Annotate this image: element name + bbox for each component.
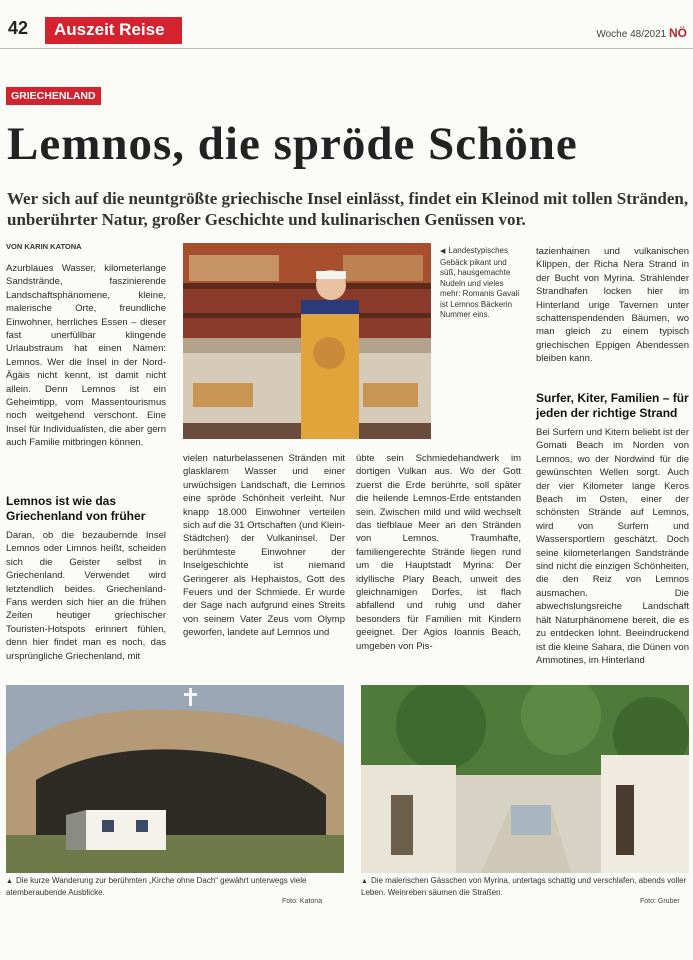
cave-credit: Foto: Katona bbox=[282, 898, 323, 905]
column-4-text: tazienhainen und vulkanischen Klippen, der Richa Nera Strand in der Bucht von Myrina. Strahlender Strandhafen locken hier im Hinterland urige Tavernen unter schattenspendenden Bäumen, wo man gleich zu einem typisch griechischen Eppigen Abendessen bleiben kann. bbox=[536, 246, 689, 365]
street-caption bbox=[361, 876, 689, 898]
header-rule bbox=[0, 48, 693, 49]
section-tag: Auszeit Reise bbox=[45, 17, 182, 44]
bakery-caption bbox=[440, 246, 523, 321]
cave-caption bbox=[6, 876, 344, 898]
column-4-text-2: Bei Surfern und Kitern beliebt ist der Gomati Beach im Norden von Lemnos, wo der Nordwind für die gewünschten Wellen sorgt. Auch der vier Kilometer lange Keros Beach im Osten, einer der schönsten Strände auf Lemnos, wird von Surfern und Wassersportlern geschätzt. Doch seine kilometerlangen Sandstrände sind nicht die einzigen Schönheiten, die den Reiz von Lemnos ausmachen. Die abwechslungsreiche Landschaft hält Naturphänomene bereit, die es zu entdecken lohnt. Beeindruckend ist die kleine Sahara, die Dünen von Ammotines, im Hinterland bbox=[536, 427, 689, 666]
article-lead: Wer sich auf die neuntgrößte griechische Insel einlässt, findet ein Kleinod mit tollen Stränden, unberührter Natur, großer Geschichte und kulinarischen Genüssen vor. bbox=[7, 189, 689, 229]
page-number: 42 bbox=[8, 18, 29, 38]
street-photo bbox=[361, 685, 689, 873]
cave-caption-text: Die kurze Wanderung zur berühmten „Kirche ohne Dach“ gewährt unterwegs viele atemberaubende Ausblicke. bbox=[6, 876, 307, 897]
bakery-image bbox=[183, 243, 431, 439]
street-image bbox=[361, 685, 689, 873]
caption-arrow-icon: ◀ bbox=[440, 248, 446, 255]
byline: VON KARIN KATONA bbox=[6, 242, 82, 251]
bakery-photo bbox=[183, 243, 431, 439]
brand-mark: NÖ bbox=[669, 26, 687, 40]
column-4 bbox=[536, 245, 689, 680]
cave-image bbox=[6, 685, 344, 873]
street-credit: Foto: Gruber bbox=[640, 898, 680, 905]
caption-arrow-icon: ▲ bbox=[361, 878, 368, 885]
cave-photo bbox=[6, 685, 344, 873]
issue-info bbox=[596, 26, 687, 40]
column-3-text: übte sein Schmiedehandwerk im dortigen Vulkan aus. Wo der Gott zuerst die Erde berührte, soll später die heilende Lemnos-Erde entstanden sein. Zwischen mild und wild wechselt das tiefblaue Meer an den Stränden von Lemnos. Traumhafte, familiengerechte Strände liegen rund um die Hauptstadt Myrina: Der idyllische Plary Beach, unweit des gleichnamigen Dorfes, ist flach abfallend und ruhig und daher besonders für Familien mit Kindern geeignet. Der Agios Ioannis Beach, umgeben von Pis- bbox=[356, 453, 521, 652]
kicker-label: GRIECHENLAND bbox=[6, 87, 101, 105]
article-title: Lemnos, die spröde Schöne bbox=[7, 118, 578, 170]
week-label: Woche 48/2021 bbox=[596, 29, 667, 40]
column-1 bbox=[6, 262, 166, 689]
subheading-2: Surfer, Kiter, Familien – für jeden der richtige Strand bbox=[536, 391, 689, 420]
column-2-text: vielen naturbelassenen Stränden mit glasklarem Wasser und einer urwüchsigen Landschaft, die Lemnos eine spröde Schönheit verleiht. Nur knapp 18.000 Einwohner verteilen sich auf die 31 Ortschaften (und Klein-Städtchen) der Vulkaninsel. Der berühmteste Einwohner der Inselgeschichte ist niemand Geringerer als Hephaistos, Gott des Feuers und der Schmiede. Er wurde der Sage nach aufgrund eines Streits von seinem Vater Zeus vom Olymp geworfen, landete auf Lemnos und bbox=[183, 453, 345, 639]
street-caption-text: Die malerischen Gässchen von Myrina, untertags schattig und verschlafen, abends voller Leben. Weinreben säumen die Straßen. bbox=[361, 876, 687, 897]
caption-arrow-icon: ▲ bbox=[6, 878, 13, 885]
subheading-1: Lemnos ist wie das Griechenland von früher bbox=[6, 494, 146, 523]
column-1-text: Azurblaues Wasser, kilometerlange Sandstrände, faszinierende Landschaftsphänomene, kleine, malerische Orte, freundliche Einwohner, herrliches Essen – dieser fast unerfüllbar klingende Urlaubstraum hat einen Namen: Lemnos. Wer die Insel in der Nord-Ägäis nicht kennt, ist damit nicht allein. Denn Lemnos ist ein Geheimtipp, vom Massentourismus noch weitgehend verschont. Eine Insel für Individualisten, die aber gern auch Familie mitbringen können. bbox=[6, 263, 166, 449]
column-1-text-2: Daran, ob die bezaubernde Insel Lemnos oder Limnos heißt, scheiden sich die Geister selbst in Griechenland. Verwendet wird letztendlich beides. Griechenland-Fans werden sich hier an die frühen Zeiten heutiger griechischer Touristen-Hotspots erinnert fühlen, denn hier findet man es noch, das ursprüngliche Griechenland, mit bbox=[6, 530, 166, 662]
bakery-caption-text: Landestypisches Gebäck pikant und süß, hausgemachte Nudeln und vieles mehr: Romanis Gavali ist Lemnos Bäckerin Nummer eins. bbox=[440, 246, 520, 319]
